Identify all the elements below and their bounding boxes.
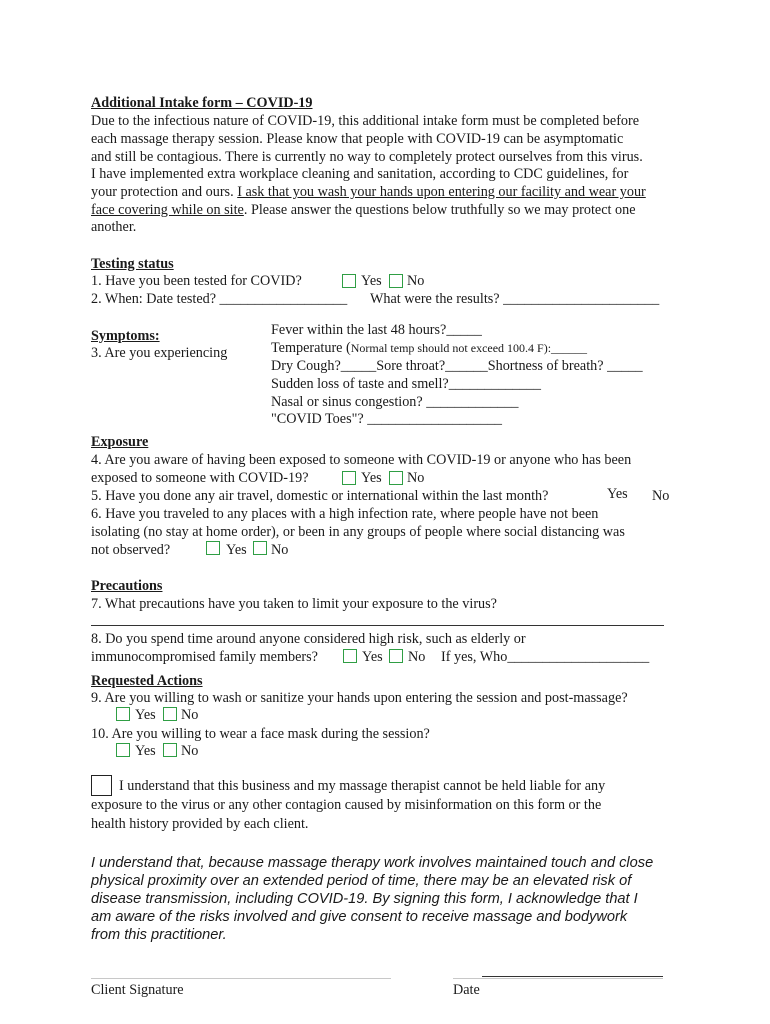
question-8-line-1: 8. Do you spend time around anyone considered high risk, such as elderly or [91, 631, 526, 647]
symptom-covid-toes: "COVID Toes"? ___________________ [271, 411, 503, 427]
question-10: 10. Are you willing to wear a face mask during the session? [91, 726, 430, 742]
q6-yes-checkbox[interactable] [206, 541, 220, 555]
question-8-line-2: immunocompromised family members? [91, 649, 318, 665]
q5-no-label: No [652, 488, 670, 504]
precautions-heading: Precautions [91, 578, 163, 594]
consent-line-2: physical proximity over an extended period of time, there may be an elevated risk of [91, 873, 632, 889]
consent-line-1: I understand that, because massage therapy work involves maintained touch and close [91, 855, 654, 871]
date-line[interactable] [482, 976, 663, 977]
liability-line-2: exposure to the virus or any other contagion caused by misinformation on this form or the [91, 797, 602, 813]
question-2: 2. When: Date tested? __________________ [91, 291, 348, 307]
question-4-line-2: exposed to someone with COVID-19? [91, 470, 309, 486]
liability-line-1: I understand that this business and my massage therapist cannot be held liable for any [119, 778, 606, 794]
q4-no-label: No [407, 470, 425, 486]
consent-line-4: am aware of the risks involved and give consent to receive massage and bodywork [91, 909, 628, 925]
consent-line-3: disease transmission, including COVID-19. By signing this form, I acknowledge that I [91, 891, 638, 907]
q9-no-checkbox[interactable] [163, 707, 177, 721]
intro-face-covering: face covering while on site [91, 202, 244, 218]
q8-no-label: No [408, 649, 426, 665]
intro-line-1: Due to the infectious nature of COVID-19, this additional intake form must be completed before [91, 113, 640, 129]
date-label: Date [453, 982, 480, 998]
question-3: 3. Are you experiencing [91, 345, 228, 361]
q6-yes-label: Yes [226, 542, 247, 558]
q9-no-label: No [181, 707, 199, 723]
requested-actions-heading: Requested Actions [91, 673, 203, 689]
date-line-faint [453, 978, 663, 979]
symptom-cough-throat-breath: Dry Cough?_____Sore throat?______Shortness of breath? _____ [271, 358, 643, 374]
symptom-fever: Fever within the last 48 hours?_____ [271, 322, 482, 338]
intro-line-6 [91, 201, 636, 219]
temperature-label: Temperature ( [271, 340, 351, 356]
question-9: 9. Are you willing to wash or sanitize your hands upon entering the session and post-massage? [91, 690, 628, 706]
exposure-heading: Exposure [91, 434, 149, 450]
q8-yes-checkbox[interactable] [343, 649, 357, 663]
q4-yes-label: Yes [361, 470, 382, 486]
client-signature-label: Client Signature [91, 982, 184, 998]
q7-answer-line[interactable] [91, 625, 664, 626]
intro-line-2: each massage therapy session. Please know that people with COVID-19 can be asymptomatic [91, 131, 624, 147]
symptom-temperature [271, 339, 587, 357]
q10-yes-label: Yes [135, 743, 156, 759]
q5-yes-label: Yes [607, 486, 628, 502]
q8-yes-label: Yes [362, 649, 383, 665]
question-6-line-1: 6. Have you traveled to any places with a high infection rate, where people have not been [91, 506, 599, 522]
intro-line-6-suffix: . Please answer the questions below truthfully so we may protect one [243, 202, 636, 218]
intro-line-5 [91, 183, 646, 201]
intro-line-3: and still be contagious. There is currently no way to completely protect ourselves from this virus. [91, 149, 643, 165]
form-title: Additional Intake form – COVID-19 [91, 95, 313, 111]
question-5: 5. Have you done any air travel, domestic or international within the last month? [91, 488, 549, 504]
symptoms-heading: Symptoms: [91, 328, 160, 344]
testing-heading: Testing status [91, 256, 174, 272]
intro-line-4: I have implemented extra workplace cleaning and sanitation, according to CDC guidelines, for [91, 166, 629, 182]
liability-line-3: health history provided by each client. [91, 816, 309, 832]
question-2-results: What were the results? ______________________ [370, 291, 660, 307]
q1-no-checkbox[interactable] [389, 274, 403, 288]
temperature-note: Normal temp should not exceed 100.4 F):______ [350, 341, 588, 355]
q10-no-checkbox[interactable] [163, 743, 177, 757]
question-4-line-1: 4. Are you aware of having been exposed to someone with COVID-19 or anyone who has been [91, 452, 632, 468]
q1-yes-label: Yes [361, 273, 382, 289]
intro-handwash-request: I ask that you wash your hands upon entering our facility and wear your [237, 184, 646, 200]
question-6-line-2: isolating (no stay at home order), or been in any groups of people where social distancing was [91, 524, 625, 540]
q9-yes-label: Yes [135, 707, 156, 723]
intro-line-5-prefix: your protection and ours. [91, 184, 238, 200]
q4-no-checkbox[interactable] [389, 471, 403, 485]
question-6-line-3: not observed? [91, 542, 171, 558]
q8-if-yes-who: If yes, Who____________________ [441, 649, 650, 665]
q8-no-checkbox[interactable] [389, 649, 403, 663]
q10-no-label: No [181, 743, 199, 759]
intro-line-7: another. [91, 219, 137, 235]
q1-no-label: No [407, 273, 425, 289]
consent-line-5: from this practitioner. [91, 927, 227, 943]
q4-yes-checkbox[interactable] [342, 471, 356, 485]
question-1: 1. Have you been tested for COVID? [91, 273, 302, 289]
liability-ack-checkbox[interactable] [91, 775, 112, 796]
symptom-taste-smell: Sudden loss of taste and smell?_____________ [271, 376, 541, 392]
q9-yes-checkbox[interactable] [116, 707, 130, 721]
q6-no-checkbox[interactable] [253, 541, 267, 555]
q1-yes-checkbox[interactable] [342, 274, 356, 288]
q10-yes-checkbox[interactable] [116, 743, 130, 757]
q6-no-label: No [271, 542, 289, 558]
client-signature-line[interactable] [91, 978, 391, 979]
symptom-nasal: Nasal or sinus congestion? _____________ [271, 394, 519, 410]
question-7: 7. What precautions have you taken to limit your exposure to the virus? [91, 596, 497, 612]
